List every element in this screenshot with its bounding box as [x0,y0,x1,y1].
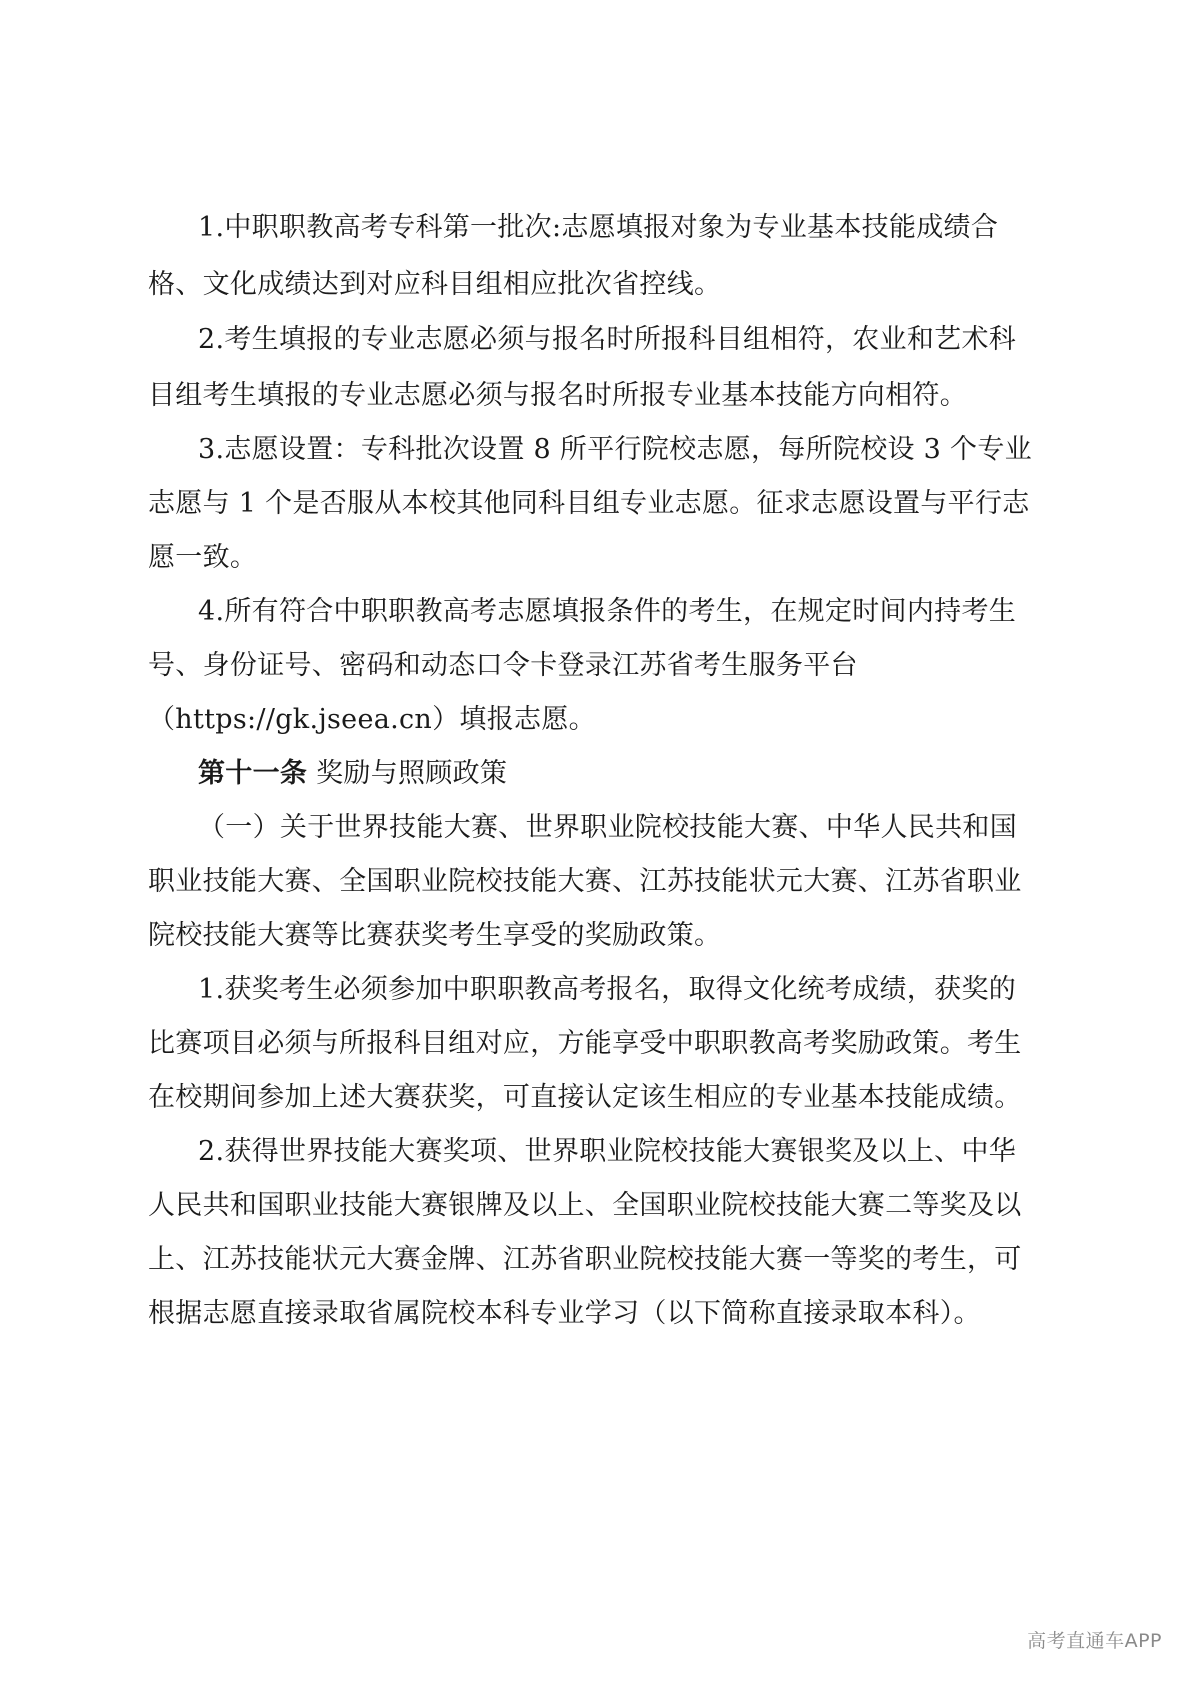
paragraph-6-line-2: 人民共和国职业技能大赛银牌及以上、全国职业院校技能大赛二等奖及以 [148,1190,1022,1221]
paragraph-4-line-2: 号、身份证号、密码和动态口令卡登录江苏省考生服务平台 [148,650,858,681]
paragraph-5-line-3: 在校期间参加上述大赛获奖，可直接认定该生相应的专业基本技能成绩。 [148,1082,1022,1113]
watermark-text: 高考直通车APP [1027,1630,1162,1652]
section-1-line-1: （一）关于世界技能大赛、世界职业院校技能大赛、中华人民共和国 [198,812,1017,843]
paragraph-3-line-3: 愿一致。 [148,542,258,573]
section-1-line-3: 院校技能大赛等比赛获奖考生享受的奖励政策。 [148,920,722,951]
paragraph-2-line-1: 2.考生填报的专业志愿必须与报名时所报科目组相符，农业和艺术科 [198,324,1017,355]
article-heading-line [198,756,507,792]
paragraph-6-line-3: 上、江苏技能状元大赛金牌、江苏省职业院校技能大赛一等奖的考生，可 [148,1244,1022,1275]
article-number: 第十一条 [198,758,308,789]
section-1-line-2: 职业技能大赛、全国职业院校技能大赛、江苏技能状元大赛、江苏省职业 [148,866,1022,897]
paragraph-4-line-3: （https://gk.jseea.cn）填报志愿。 [148,704,596,735]
paragraph-3-line-1: 3.志愿设置：专科批次设置 8 所平行院校志愿，每所院校设 3 个专业 [198,434,1032,465]
paragraph-4-line-1: 4.所有符合中职职教高考志愿填报条件的考生，在规定时间内持考生 [198,596,1017,627]
paragraph-1-line-1: 1.中职职教高考专科第一批次:志愿填报对象为专业基本技能成绩合 [198,212,999,243]
article-title: 奖励与照顾政策 [316,758,508,789]
paragraph-6-line-1: 2.获得世界技能大赛奖项、世界职业院校技能大赛银奖及以上、中华 [198,1136,1017,1167]
paragraph-6-line-4: 根据志愿直接录取省属院校本科专业学习（以下简称直接录取本科）。 [148,1298,981,1329]
paragraph-1-line-2: 格、文化成绩达到对应科目组相应批次省控线。 [148,269,722,300]
paragraph-2-line-2: 目组考生填报的专业志愿必须与报名时所报专业基本技能方向相符。 [148,380,967,411]
paragraph-5-line-1: 1.获奖考生必须参加中职职教高考报名，取得文化统考成绩，获奖的 [198,974,1017,1005]
paragraph-5-line-2: 比赛项目必须与所报科目组对应，方能享受中职职教高考奖励政策。考生 [148,1028,1022,1059]
paragraph-3-line-2: 志愿与 1 个是否服从本校其他同科目组专业志愿。征求志愿设置与平行志 [148,488,1030,519]
